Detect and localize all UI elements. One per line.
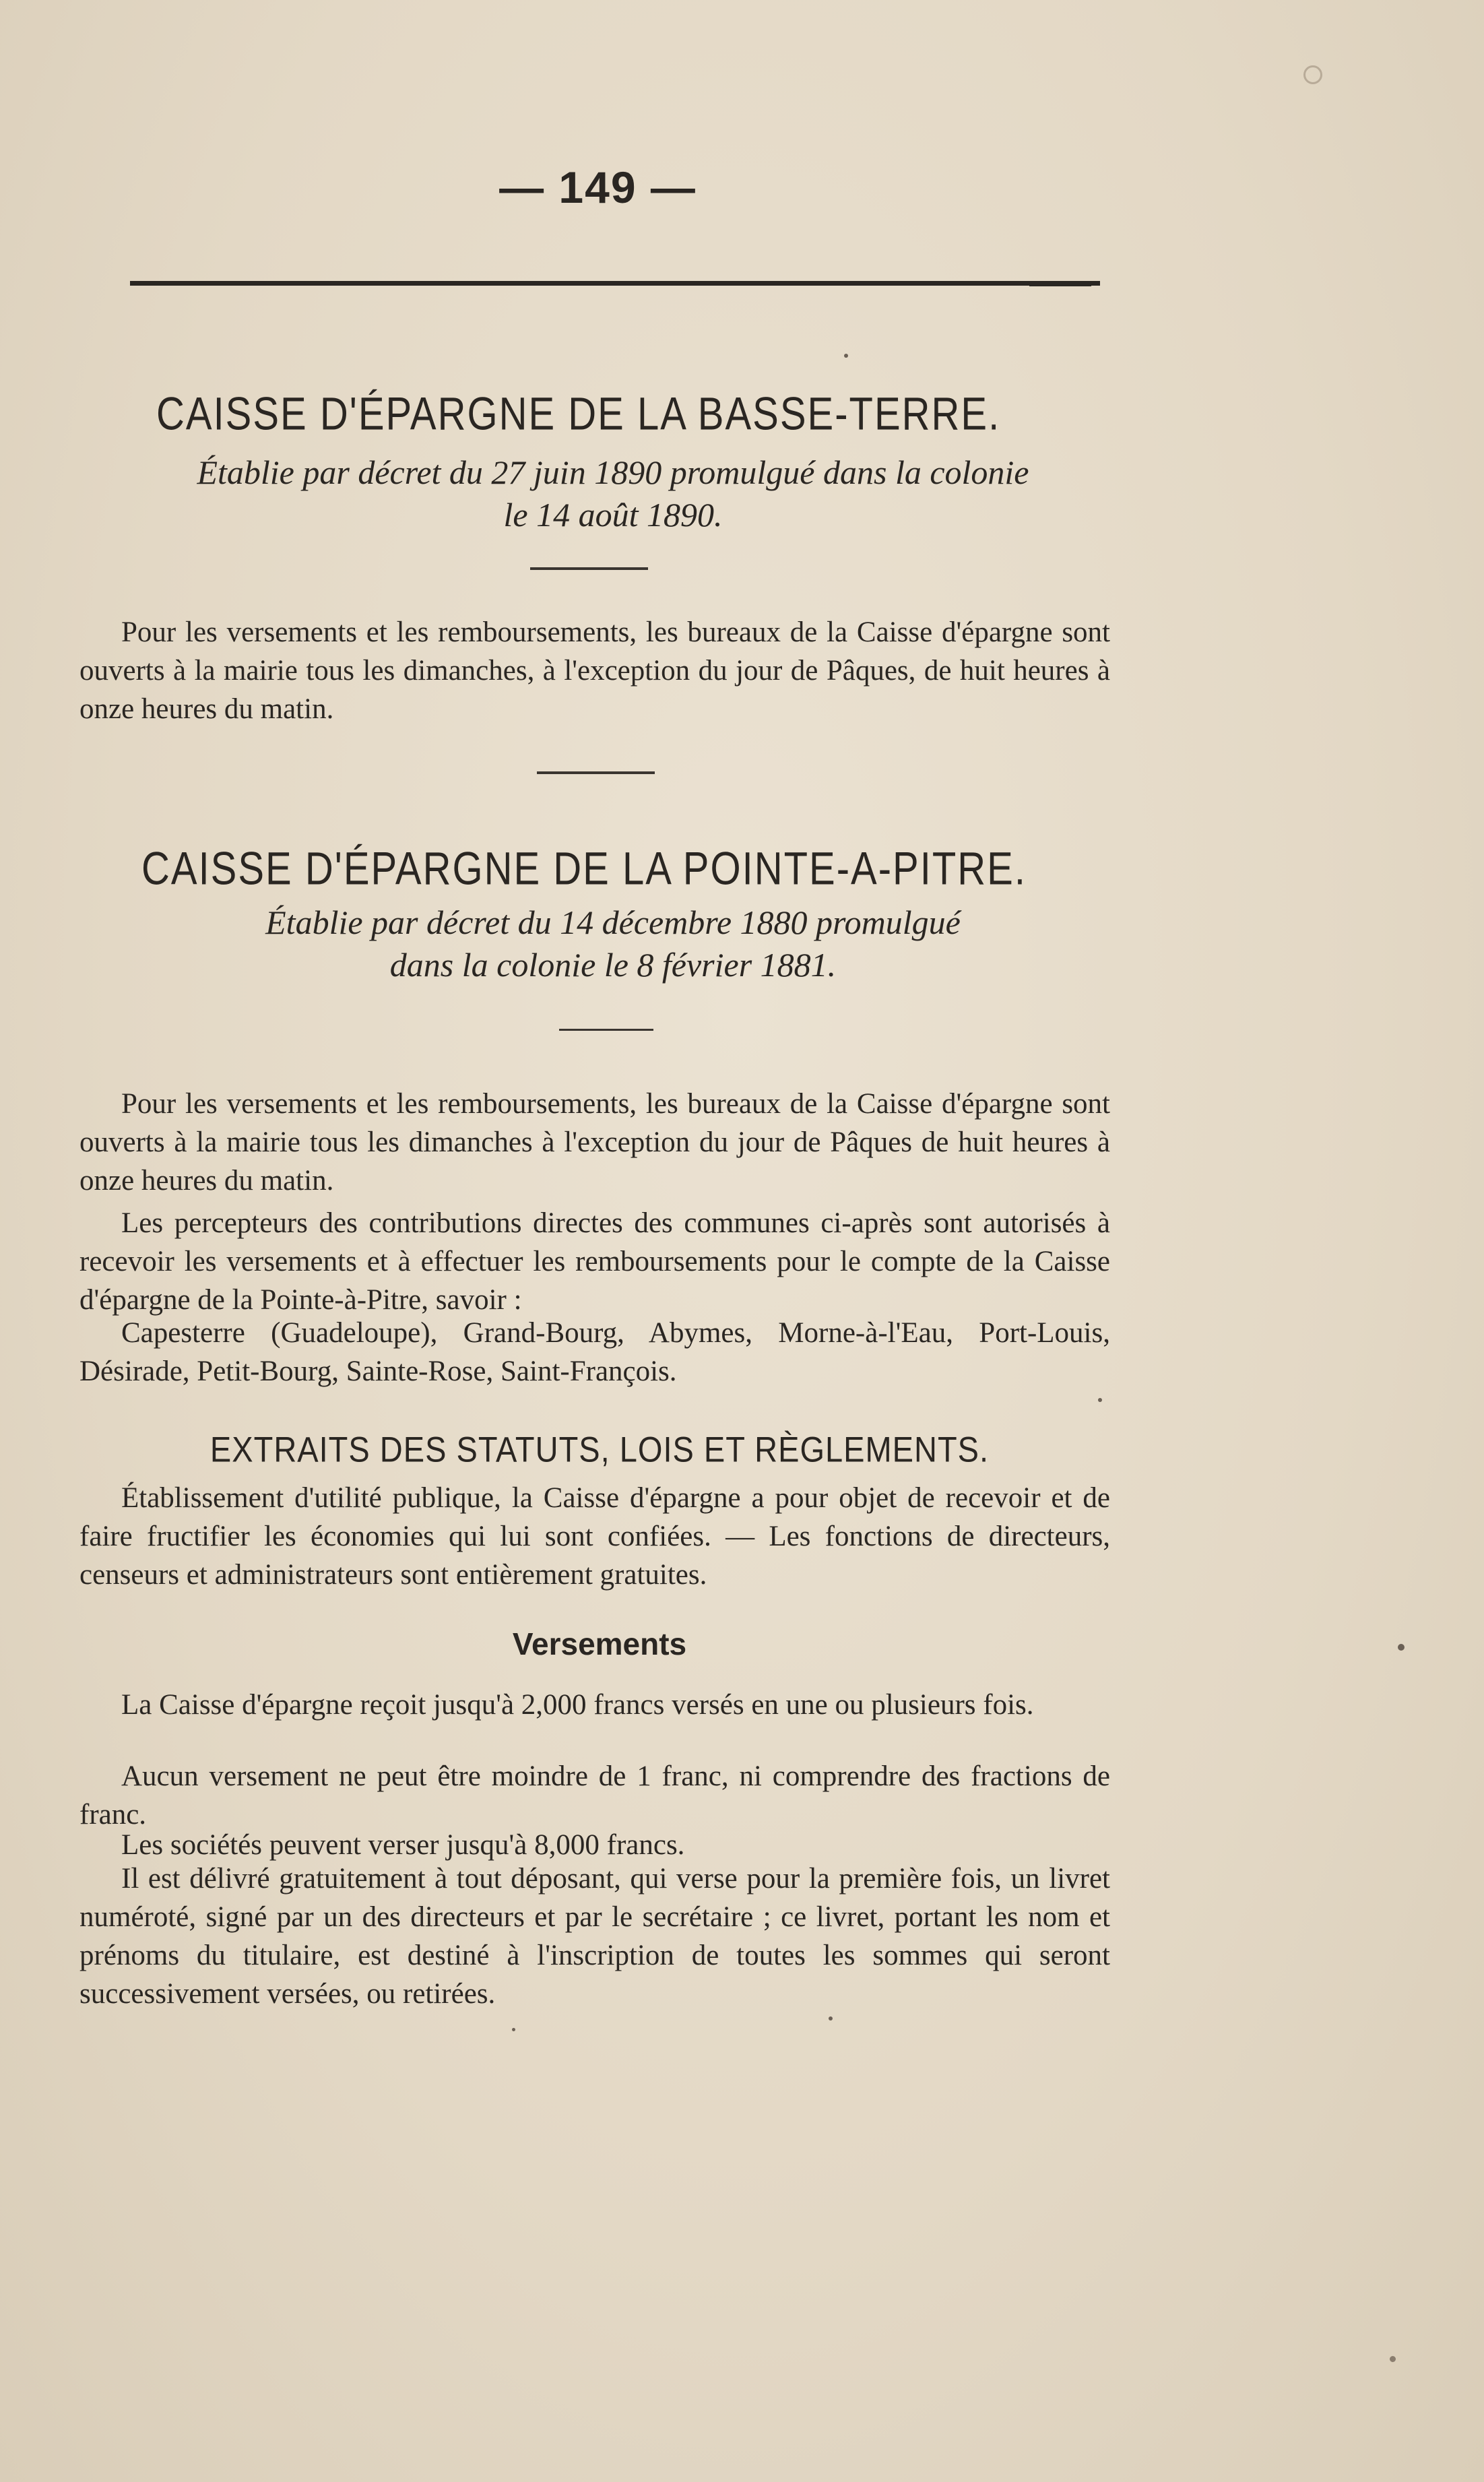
section-divider [559, 1029, 653, 1031]
scan-speck [1098, 1398, 1102, 1402]
paragraph-versements-4: Il est délivré gratuitement à tout déposant, qui verse pour la première fois, un livret numéroté, signé par un des directeurs et par le secrétaire ; ce livret, portant les nom et prénoms du titulaire, est destiné à l'inscription de toutes les sommes qui seront successivement versées, ou retirées. [79, 1863, 1110, 2010]
section-heading-extraits: EXTRAITS DES STATUTS, LOIS ET RÈGLEMENTS. [209, 1429, 990, 1469]
section-divider [530, 567, 648, 570]
page-number: — 149 — [499, 162, 697, 212]
header-rule-end [1029, 284, 1091, 286]
paragraph-versements-1: La Caisse d'épargne reçoit jusqu'à 2,000 francs versés en une ou plusieurs fois. [121, 1689, 1034, 1721]
section-heading-basse-terre: CAISSE D'ÉPARGNE DE LA BASSE-TERRE. [156, 388, 1001, 440]
section-subtitle-line2: dans la colonie le 8 février 1881. [389, 946, 837, 984]
scan-speck [1303, 65, 1322, 84]
subheading-versements: Versements [512, 1626, 687, 1661]
section-subtitle-line1: Établie par décret du 27 juin 1890 promulgué dans la colonie [197, 453, 1029, 491]
paragraph-pointe-a-pitre-2: Les percepteurs des contributions directes des communes ci-après sont autorisés à recevoir les versements et à effectuer les remboursements pour le compte de la Caisse d'épargne de la Pointe-à-Pitre, savoir : [79, 1207, 1110, 1316]
paragraph-versements-2: Aucun versement ne peut être moindre de 1 franc, ni comprendre des fractions de franc. [79, 1760, 1110, 1831]
scan-speck [512, 2028, 515, 2031]
header-rule [130, 281, 1100, 286]
section-subtitle-line2: le 14 août 1890. [503, 496, 723, 534]
scan-speck [1398, 1644, 1405, 1651]
paragraph-pointe-a-pitre-1: Pour les versements et les remboursements, les bureaux de la Caisse d'épargne sont ouverts à la mairie tous les dimanches à l'exception du jour de Pâques de huit heures à onze heures du matin. [79, 1088, 1110, 1197]
section-subtitle-line1: Établie par décret du 14 décembre 1880 promulgué [265, 903, 961, 941]
paragraph-versements-3: Les sociétés peuvent verser jusqu'à 8,000 francs. [121, 1829, 685, 1861]
section-heading-pointe-a-pitre: CAISSE D'ÉPARGNE DE LA POINTE-A-PITRE. [141, 843, 1027, 895]
paragraph-basse-terre: Pour les versements et les remboursements, les bureaux de la Caisse d'épargne sont ouverts à la mairie tous les dimanches, à l'exception du jour de Pâques, de huit heures à onze heures du matin. [79, 616, 1110, 725]
section-divider [537, 771, 655, 774]
scan-speck [1390, 2356, 1396, 2362]
paragraph-etablissement: Établissement d'utilité publique, la Caisse d'épargne a pour objet de recevoir et de faire fructifier les économies qui lui sont confiées. — Les fonctions de directeurs, censeurs et administrateurs sont entièrement gratuites. [79, 1482, 1110, 1591]
paragraph-communes: Capesterre (Guadeloupe), Grand-Bourg, Abymes, Morne-à-l'Eau, Port-Louis, Désirade, Petit-Bourg, Sainte-Rose, Saint-François. [79, 1317, 1110, 1387]
scan-speck [829, 2016, 833, 2020]
scan-speck [844, 354, 848, 358]
